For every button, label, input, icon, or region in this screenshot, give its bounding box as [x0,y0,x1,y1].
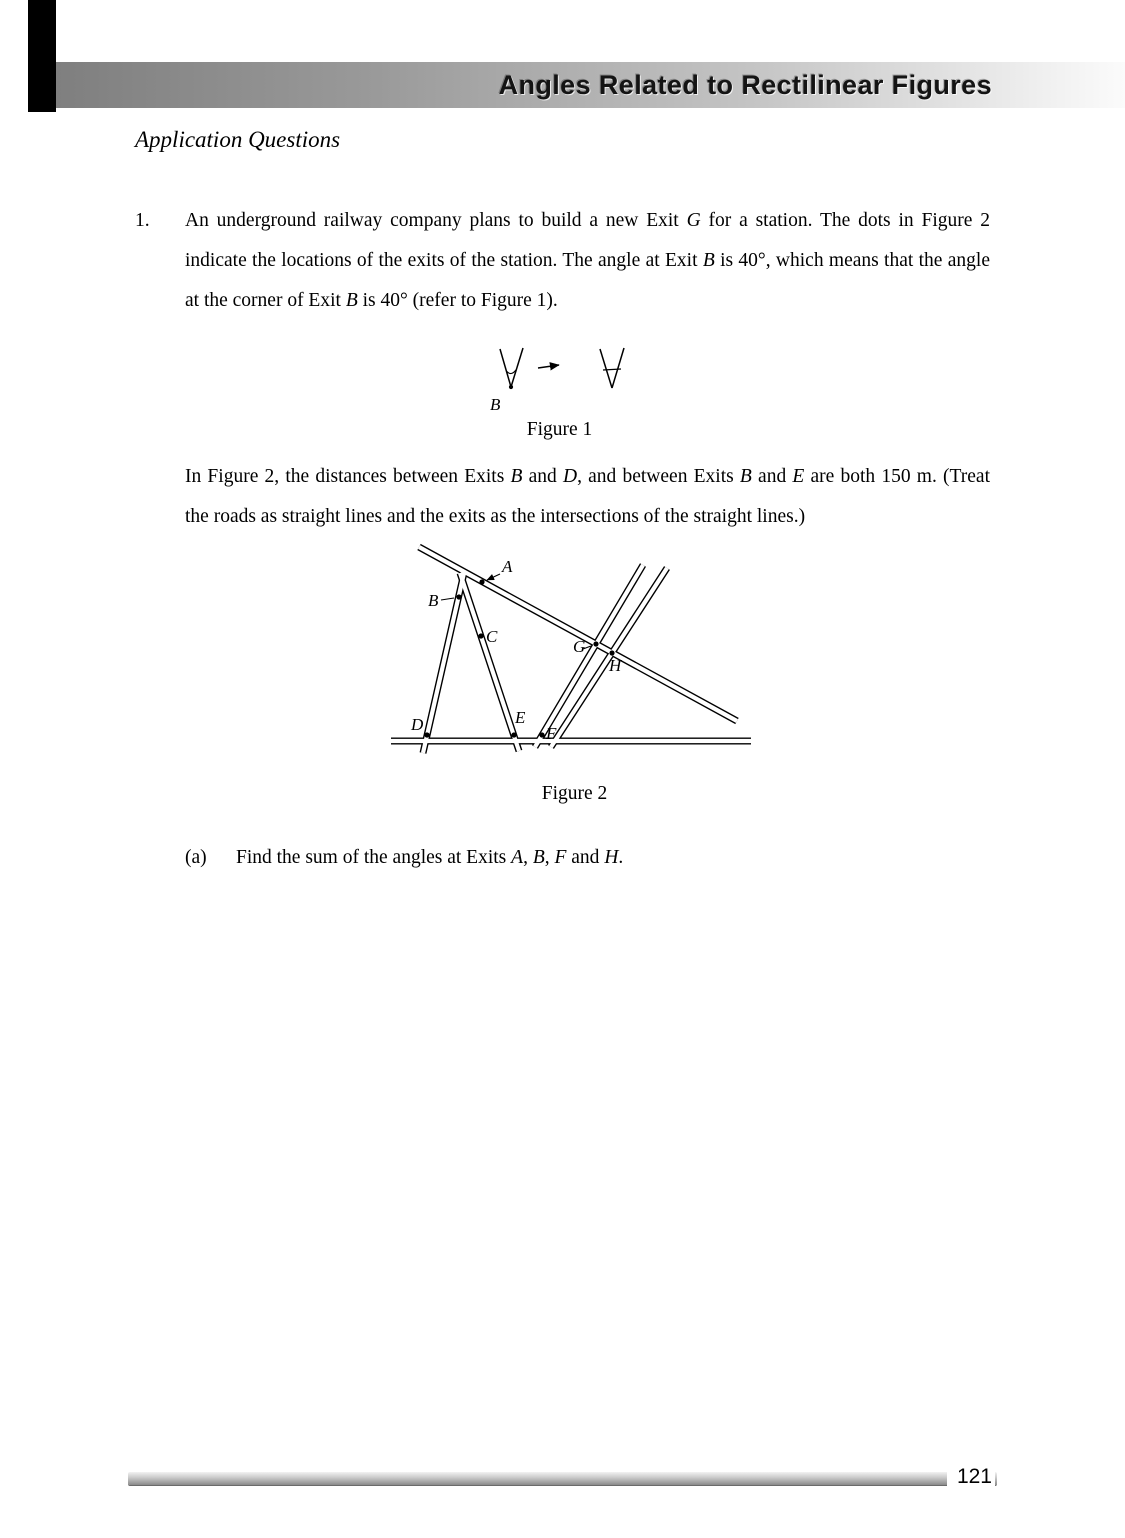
exit-name: A [511,847,524,868]
text-run: , [544,847,555,868]
exit-label-e: E [514,708,525,727]
question-number: 1. [135,210,150,231]
exit-label-b: B [427,591,438,610]
page-title: Angles Related to Rectilinear Figures [498,70,992,100]
b-leader-line [441,598,454,600]
exit-label-h: H [608,656,621,675]
section-heading: Application Questions [135,127,341,152]
text-run: and [751,466,793,487]
exit-dot-a [479,579,484,584]
text-run: An underground railway company plans to build a new Exit [185,210,687,231]
text-run: Find the sum of the angles at Exits [236,847,512,868]
text-run: In Figure 2, the distances between Exits [185,466,511,487]
page-content [135,126,990,871]
exit-name: B [739,466,752,487]
question-paragraph-2 [185,457,990,537]
exit-dot-d [424,732,429,737]
figure2-diagram [385,539,765,769]
figure-1 [480,343,640,443]
exit-dot-c [478,633,483,638]
exit-label-c: C [485,627,497,646]
figure2-caption: Figure 2 [541,783,608,804]
exit-name: H [604,847,619,868]
exit-name: B [532,847,545,868]
text-run: and [522,466,563,487]
text-run: are both 150 m. (Treat the roads as straight lines and the exits as the intersections of the straight lines.) [185,466,990,527]
figure1-caption: Figure 1 [526,419,593,440]
part-a-label: (a) [185,847,207,868]
page-header [56,62,1125,108]
angle-arc [506,370,516,374]
marked-angle-glyph [600,348,624,388]
exit-label-g: G [572,637,585,656]
exit-dot-e [511,732,516,737]
exit-label-f: F [545,724,556,743]
exit-dot-b [456,594,461,599]
exit-label-d: D [410,715,423,734]
question-1 [135,201,990,871]
exit-name: B [345,290,358,311]
question-body [185,201,990,871]
vertex-dot [508,385,512,389]
text-run: is 40°, which means that the angle at the corner of Exit [185,250,990,311]
angle-at-b-glyph [500,348,523,387]
exit-name: B [702,250,715,271]
text-run: for a station. The dots in Figure 2 indicate the locations of the exits of the station. The angle at Exit [185,210,990,271]
question-part-a [185,845,990,871]
text-run: and [566,847,605,868]
exit-name: F [554,847,567,868]
exit-name: E [792,466,805,487]
part-a-text [236,845,623,871]
transform-arrow-icon [538,365,559,368]
text-run: , and between Exits [577,466,740,487]
exit-dot-f [539,732,544,737]
text-run: . [618,847,624,868]
figure1-vertex-label: B [489,395,500,414]
text-run: , [523,847,533,868]
footer-rule [128,1472,997,1485]
exit-name: D [562,466,578,487]
question-paragraph-1 [185,201,990,321]
exit-name: G [686,210,701,231]
figure-2 [385,539,765,807]
header-accent-bar [28,0,56,112]
exit-name: B [510,466,523,487]
page-number: 121 [947,1464,995,1490]
text-run: is 40° (refer to Figure 1). [357,290,558,311]
a-pointer-arrow [487,574,500,580]
exit-label-a: A [501,557,512,576]
exit-dot-h [609,650,614,655]
exit-dot-g [593,641,598,646]
figure1-diagram [480,343,640,415]
